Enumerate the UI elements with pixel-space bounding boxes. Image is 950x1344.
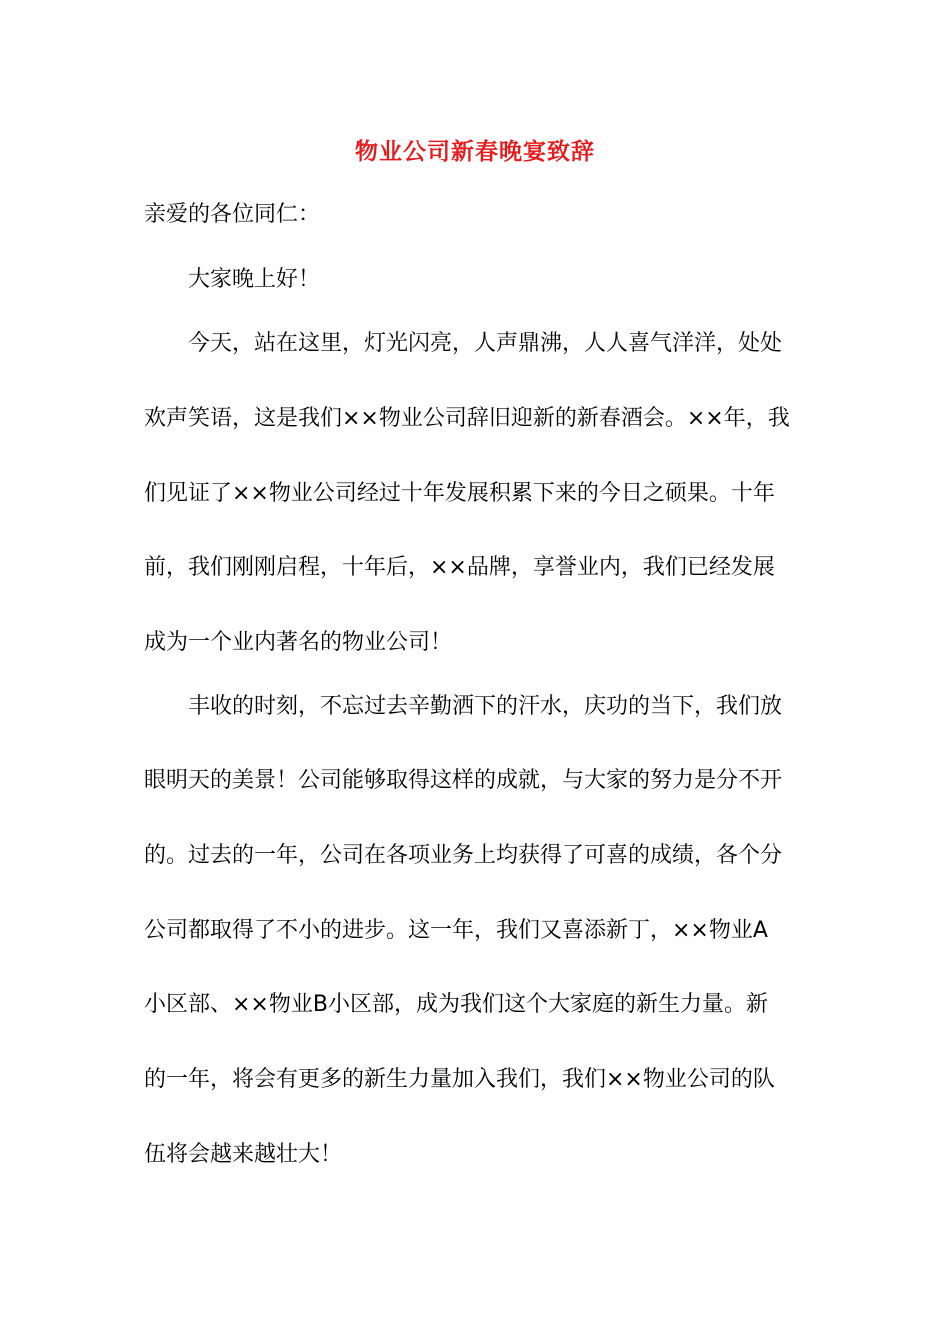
paragraph-1-line-2: 欢声笑语，这是我们××物业公司辞旧迎新的新春酒会。××年，我 — [144, 406, 790, 431]
paragraph-2-line-6: 的一年，将会有更多的新生力量加入我们，我们××物业公司的队 — [144, 1067, 775, 1092]
paragraph-2-line-2: 眼明天的美景！公司能够取得这样的成就，与大家的努力是分不开 — [144, 768, 783, 793]
paragraph-1-line-5: 成为一个业内著名的物业公司！ — [144, 630, 453, 655]
paragraph-2-line-1: 丰收的时刻，不忘过去辛勤洒下的汗水，庆功的当下，我们放 — [188, 694, 783, 719]
paragraph-1-line-3: 们见证了××物业公司经过十年发展积累下来的今日之硕果。十年 — [144, 481, 775, 506]
paragraph-2-line-3: 的。过去的一年，公司在各项业务上均获得了可喜的成绩，各个分 — [144, 843, 783, 868]
paragraph-1-line-1: 今天，站在这里，灯光闪亮，人声鼎沸，人人喜气洋洋，处处 — [188, 331, 783, 356]
salutation: 亲爱的各位同仁： — [144, 202, 321, 227]
document-title: 物业公司新春晚宴致辞 — [355, 139, 595, 165]
greeting: 大家晚上好！ — [188, 267, 321, 292]
paragraph-1-line-4: 前，我们刚刚启程，十年后，××品牌，享誉业内，我们已经发展 — [144, 555, 775, 580]
paragraph-2-line-5: 小区部、××物业B小区部，成为我们这个大家庭的新生力量。新 — [144, 992, 768, 1017]
paragraph-2-line-7: 伍将会越来越壮大！ — [144, 1142, 343, 1167]
paragraph-2-line-4: 公司都取得了不小的进步。这一年，我们又喜添新丁，××物业A — [144, 918, 768, 943]
